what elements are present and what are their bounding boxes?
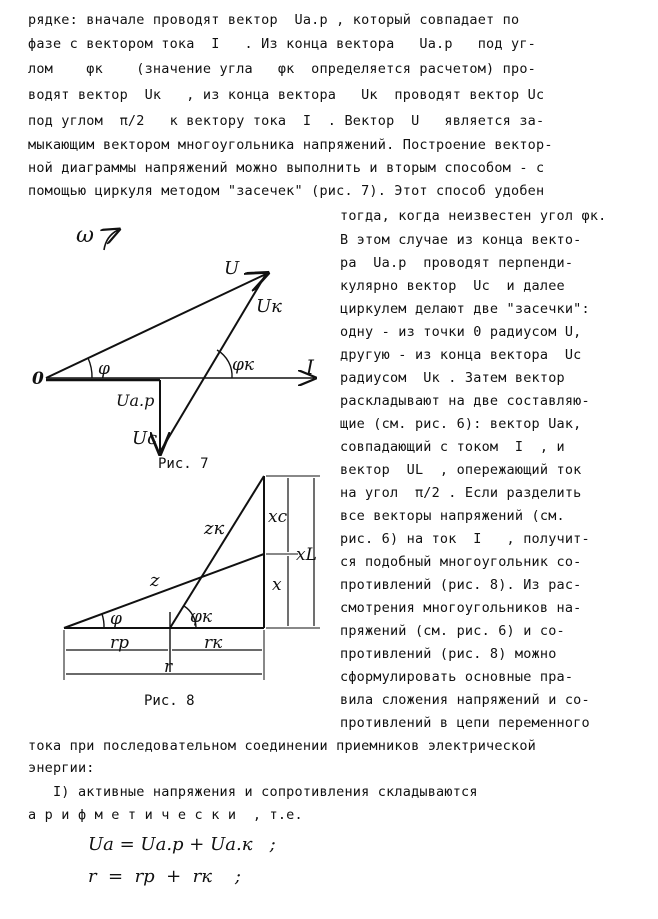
text-line: пряжений (см. рис. 6) и со- <box>340 623 565 639</box>
figure-8-caption: Рис. 8 <box>144 693 195 709</box>
text-line: на угол π/2 . Если разделить <box>340 485 582 501</box>
text-line: тогда, когда неизвестен угол φк. <box>340 208 607 224</box>
formula-resistance-sum: r = rр + rк ; <box>88 866 241 887</box>
label-phik: φк <box>232 355 255 375</box>
text-line: противлений (рис. 8). Из рас- <box>340 577 582 593</box>
omega-label: ω <box>76 223 94 248</box>
text-line: радиусом Uк . Затем вектор <box>340 370 565 386</box>
figure-7-caption: Рис. 7 <box>158 456 209 472</box>
text-line: лом φк (значение угла φк определяется расчетом) про- <box>28 61 536 77</box>
text-line: смотрения многоугольников на- <box>340 600 582 616</box>
text-line: ся подобный многоугольник со- <box>340 554 582 570</box>
text-line: раскладывают на две составляю- <box>340 393 590 409</box>
text-line: совпадающий с током I , и <box>340 439 565 455</box>
text-line: кулярно вектор Uс и далее <box>340 278 565 294</box>
label-O: 0 <box>32 369 44 389</box>
label-Uc: Uс <box>132 428 158 449</box>
label-I: I <box>306 355 314 379</box>
label-phi: φ <box>110 609 122 629</box>
text-line: а р и ф м е т и ч е с к и , т.е. <box>28 807 303 823</box>
label-zk: zк <box>204 518 225 539</box>
text-line: все векторы напряжений (см. <box>340 508 565 524</box>
text-line: рядке: вначале проводят вектор Uа.р , который совпадает по <box>28 12 520 28</box>
label-U: U <box>224 258 240 279</box>
text-line: помощью циркуля методом "засечек" (рис. 7). Этот способ удобен <box>28 183 545 199</box>
label-Uk: Uк <box>256 296 282 317</box>
text-line: противлений в цепи переменного <box>340 715 590 731</box>
text-line: под углом π/2 к вектору тока I . Вектор U является за- <box>28 113 545 129</box>
text-line: щие (см. рис. 6): вектор Uак, <box>340 416 582 432</box>
side-zk <box>170 476 264 628</box>
text-line: сформулировать основные пра- <box>340 669 574 685</box>
label-x: x <box>272 575 282 595</box>
label-z: z <box>150 570 160 591</box>
hypotenuse-z <box>64 554 264 628</box>
text-line: В этом случае из конца векто- <box>340 232 582 248</box>
label-phik: φк <box>190 607 213 627</box>
label-rr: rр <box>110 633 130 653</box>
rotation-arrow <box>104 230 118 250</box>
text-line: рис. 6) на ток I , получит- <box>340 531 590 547</box>
label-Uar: Uа.р <box>116 391 155 410</box>
text-line: вила сложения напряжений и со- <box>340 692 590 708</box>
text-line: водят вектор Uк , из конца вектора Uк проводят вектор Uс <box>28 87 545 103</box>
text-line: фазе с вектором тока I . Из конца вектора Uа.р под уг- <box>28 36 536 52</box>
text-line: ра Uа.р проводят перпенди- <box>340 255 574 271</box>
figure-8-impedance-diagram <box>40 462 330 692</box>
text-line: I) активные напряжения и сопротивления складываются <box>28 784 478 800</box>
text-line: одну - из точки 0 радиусом U, <box>340 324 582 340</box>
label-rk: rк <box>204 633 223 653</box>
figure-7-vector-diagram <box>20 200 340 470</box>
label-phi: φ <box>98 359 110 379</box>
text-line: мыкающим вектором многоугольника напряжений. Построение вектор- <box>28 137 553 153</box>
angle-phi-arc <box>102 614 104 628</box>
label-r: r <box>164 657 173 677</box>
text-line: противлений (рис. 8) можно <box>340 646 557 662</box>
formula-voltage-sum: Uа = Uа.р + Uа.к ; <box>88 834 276 855</box>
text-line: энергии: <box>28 760 95 776</box>
label-xL: xL <box>296 545 317 565</box>
text-line: циркулем делают две "засечки": <box>340 301 590 317</box>
text-line: тока при последовательном соединении приемников электрической <box>28 738 536 754</box>
label-xc: xс <box>268 507 288 527</box>
text-line: ной диаграммы напряжений можно выполнить и вторым способом - с <box>28 160 545 176</box>
angle-phi-arc <box>88 358 92 378</box>
text-line: вектор UL , опережающий ток <box>340 462 582 478</box>
text-line: другую - из конца вектора Uс <box>340 347 582 363</box>
